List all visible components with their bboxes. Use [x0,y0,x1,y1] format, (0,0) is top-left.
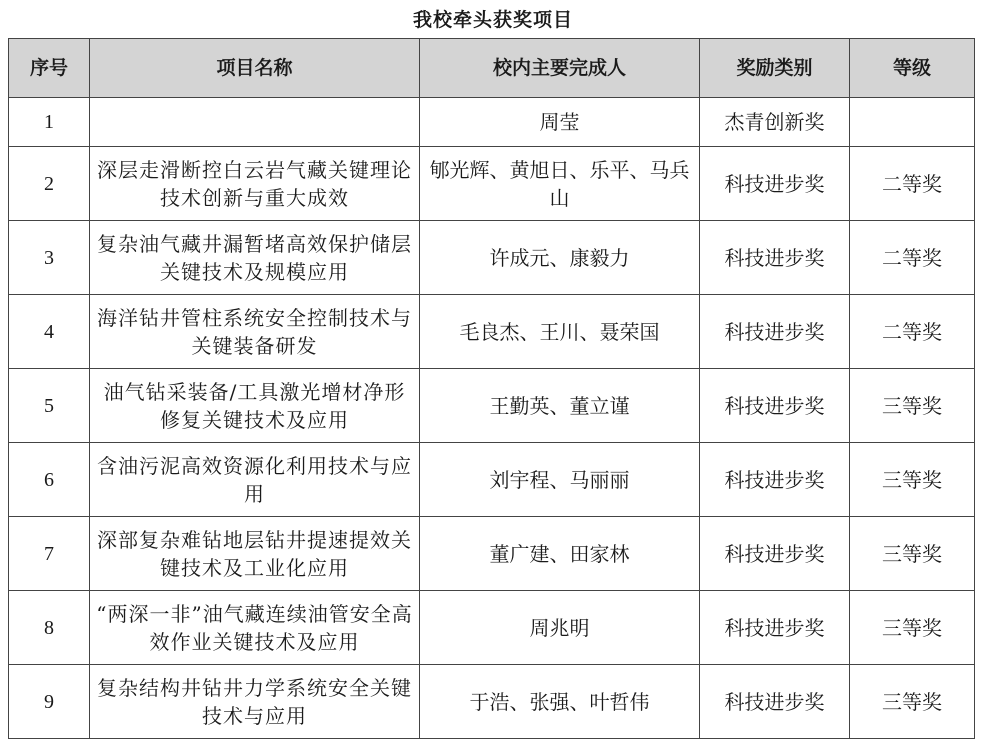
cell-grade: 三等奖 [850,443,975,517]
cell-grade: 二等奖 [850,147,975,221]
cell-people: 郇光辉、黄旭日、乐平、马兵山 [420,147,700,221]
cell-award-type: 科技进步奖 [700,591,850,665]
cell-people: 董广建、田家林 [420,517,700,591]
table-row [9,443,975,517]
cell-people: 毛良杰、王川、聂荣国 [420,295,700,369]
cell-project-name: 油气钻采装备/工具激光增材净形修复关键技术及应用 [90,369,420,443]
cell-award-type: 科技进步奖 [700,665,850,739]
header-index: 序号 [9,39,90,98]
cell-project-name: “两深一非”油气藏连续油管安全高效作业关键技术及应用 [90,591,420,665]
cell-award-type: 科技进步奖 [700,517,850,591]
cell-grade: 三等奖 [850,369,975,443]
cell-project-name: 复杂结构井钻井力学系统安全关键技术与应用 [90,665,420,739]
cell-grade: 二等奖 [850,295,975,369]
table-row [9,221,975,295]
cell-award-type: 杰青创新奖 [700,98,850,147]
header-grade: 等级 [850,39,975,98]
cell-index: 2 [9,147,90,221]
cell-project-name: 含油污泥高效资源化利用技术与应用 [90,443,420,517]
cell-index: 1 [9,98,90,147]
cell-people: 王勤英、董立谨 [420,369,700,443]
cell-people: 周兆明 [420,591,700,665]
cell-award-type: 科技进步奖 [700,295,850,369]
table-row [9,147,975,221]
cell-index: 5 [9,369,90,443]
header-people: 校内主要完成人 [420,39,700,98]
cell-people: 周莹 [420,98,700,147]
cell-project-name [90,98,420,147]
cell-project-name: 复杂油气藏井漏暂堵高效保护储层关键技术及规模应用 [90,221,420,295]
table-row [9,517,975,591]
table-row [9,591,975,665]
cell-people: 刘宇程、马丽丽 [420,443,700,517]
header-project-name: 项目名称 [90,39,420,98]
cell-index: 6 [9,443,90,517]
cell-grade: 三等奖 [850,517,975,591]
cell-award-type: 科技进步奖 [700,443,850,517]
cell-project-name: 海洋钻井管柱系统安全控制技术与关键装备研发 [90,295,420,369]
table-title: 我校牵头获奖项目 [412,9,573,31]
cell-award-type: 科技进步奖 [700,221,850,295]
header-award-type: 奖励类别 [700,39,850,98]
cell-index: 8 [9,591,90,665]
cell-project-name: 深部复杂难钻地层钻井提速提效关键技术及工业化应用 [90,517,420,591]
cell-grade: 三等奖 [850,665,975,739]
cell-index: 3 [9,221,90,295]
cell-award-type: 科技进步奖 [700,369,850,443]
cell-index: 4 [9,295,90,369]
cell-project-name: 深层走滑断控白云岩气藏关键理论技术创新与重大成效 [90,147,420,221]
cell-grade [850,98,975,147]
cell-index: 7 [9,517,90,591]
cell-people: 于浩、张强、叶哲伟 [420,665,700,739]
cell-award-type: 科技进步奖 [700,147,850,221]
table-row [9,369,975,443]
table-row [9,665,975,739]
table-row [9,295,975,369]
cell-people: 许成元、康毅力 [420,221,700,295]
header-row [9,39,975,98]
award-table [8,38,975,739]
table-row [9,98,975,147]
cell-index: 9 [9,665,90,739]
cell-grade: 二等奖 [850,221,975,295]
cell-grade: 三等奖 [850,591,975,665]
